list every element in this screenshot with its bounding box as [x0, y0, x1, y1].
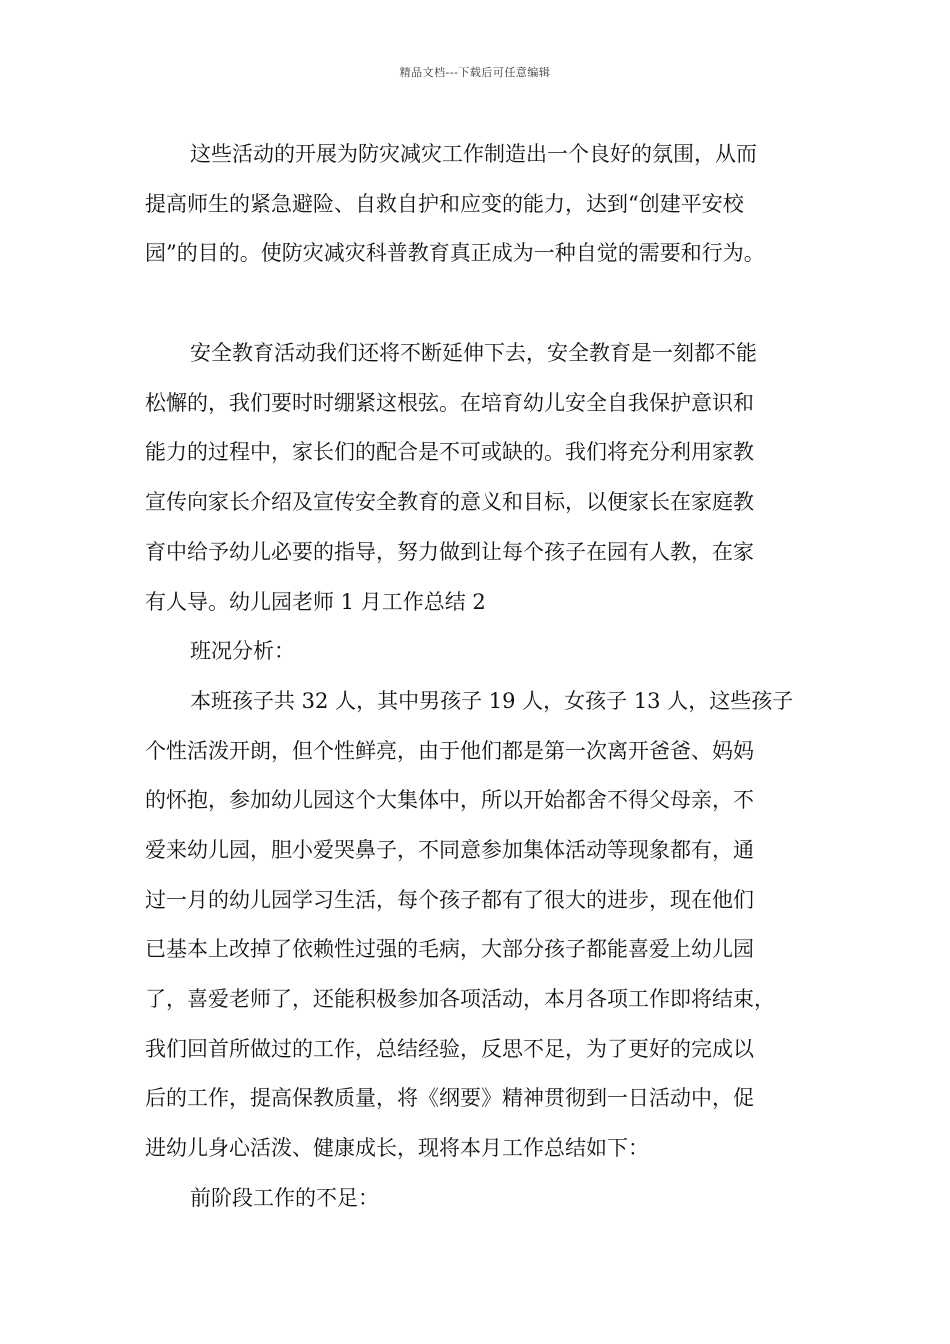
document-body: [145, 130, 825, 1223]
text-line: 安全教育活动我们还将不断延伸下去，安全教育是一刻都不能: [190, 341, 757, 366]
text-line: 个性活泼开朗，但个性鲜亮，由于他们都是第一次离开爸爸、妈妈: [145, 738, 754, 763]
text-line: 能力的过程中，家长们的配合是不可或缺的。我们将充分利用家教: [145, 440, 754, 465]
text-line: 过一月的幼儿园学习生活，每个孩子都有了很大的进步，现在他们: [145, 887, 754, 912]
section-heading-shortcomings: [145, 1174, 825, 1224]
text-line: 了，喜爱老师了，还能积极参加各项活动，本月各项工作即将结束，: [145, 987, 775, 1011]
text-line: 松懈的，我们要时时绷紧这根弦。在培育幼儿安全自我保护意识和: [145, 390, 754, 415]
paragraph-class-situation: [145, 677, 825, 1174]
text-line: 提高师生的紧急避险、自救自护和应变的能力，达到“创建平安校: [145, 191, 744, 216]
text-line: 我们回首所做过的工作，总结经验，反思不足，为了更好的完成以: [145, 1036, 754, 1061]
paragraph-safety-education: [145, 329, 825, 627]
section-heading-class-analysis: [145, 627, 825, 677]
text-line: 宣传向家长介绍及宣传安全教育的意义和目标，以便家长在家庭教: [145, 490, 754, 515]
text-line: 本班孩子共 32 人，其中男孩子 19 人，女孩子 13 人，这些孩子: [190, 688, 794, 713]
heading-text: 前阶段工作的不足：: [190, 1185, 379, 1210]
heading-text: 班况分析：: [190, 639, 295, 664]
text-line: 育中给予幼儿必要的指导，努力做到让每个孩子在园有人教，在家: [145, 539, 754, 564]
text-line: 进幼儿身心活泼、健康成长，现将本月工作总结如下：: [145, 1136, 649, 1161]
text-line: 有人导。幼儿园老师 1 月工作总结 2: [145, 589, 486, 614]
paragraph-disaster-prevention: [145, 130, 825, 279]
text-line: 已基本上改掉了依赖性过强的毛病，大部分孩子都能喜爱上幼儿园: [145, 937, 754, 962]
text-line: 后的工作，提高保教质量，将《纲要》精神贯彻到一日活动中，促: [145, 1086, 754, 1111]
text-line: 爱来幼儿园，胆小爱哭鼻子，不同意参加集体活动等现象都有，通: [145, 837, 754, 862]
text-line: 这些活动的开展为防灾减灾工作制造出一个良好的氛围，从而: [190, 142, 757, 166]
page-header: 精品文档---下载后可任意编辑: [399, 66, 551, 79]
text-line: 园”的目的。使防灾减灾科普教育真正成为一种自觉的需要和行为。: [145, 241, 765, 266]
paragraph-gap: [145, 279, 825, 329]
text-line: 的怀抱，参加幼儿园这个大集体中，所以开始都舍不得父母亲，不: [145, 788, 754, 813]
